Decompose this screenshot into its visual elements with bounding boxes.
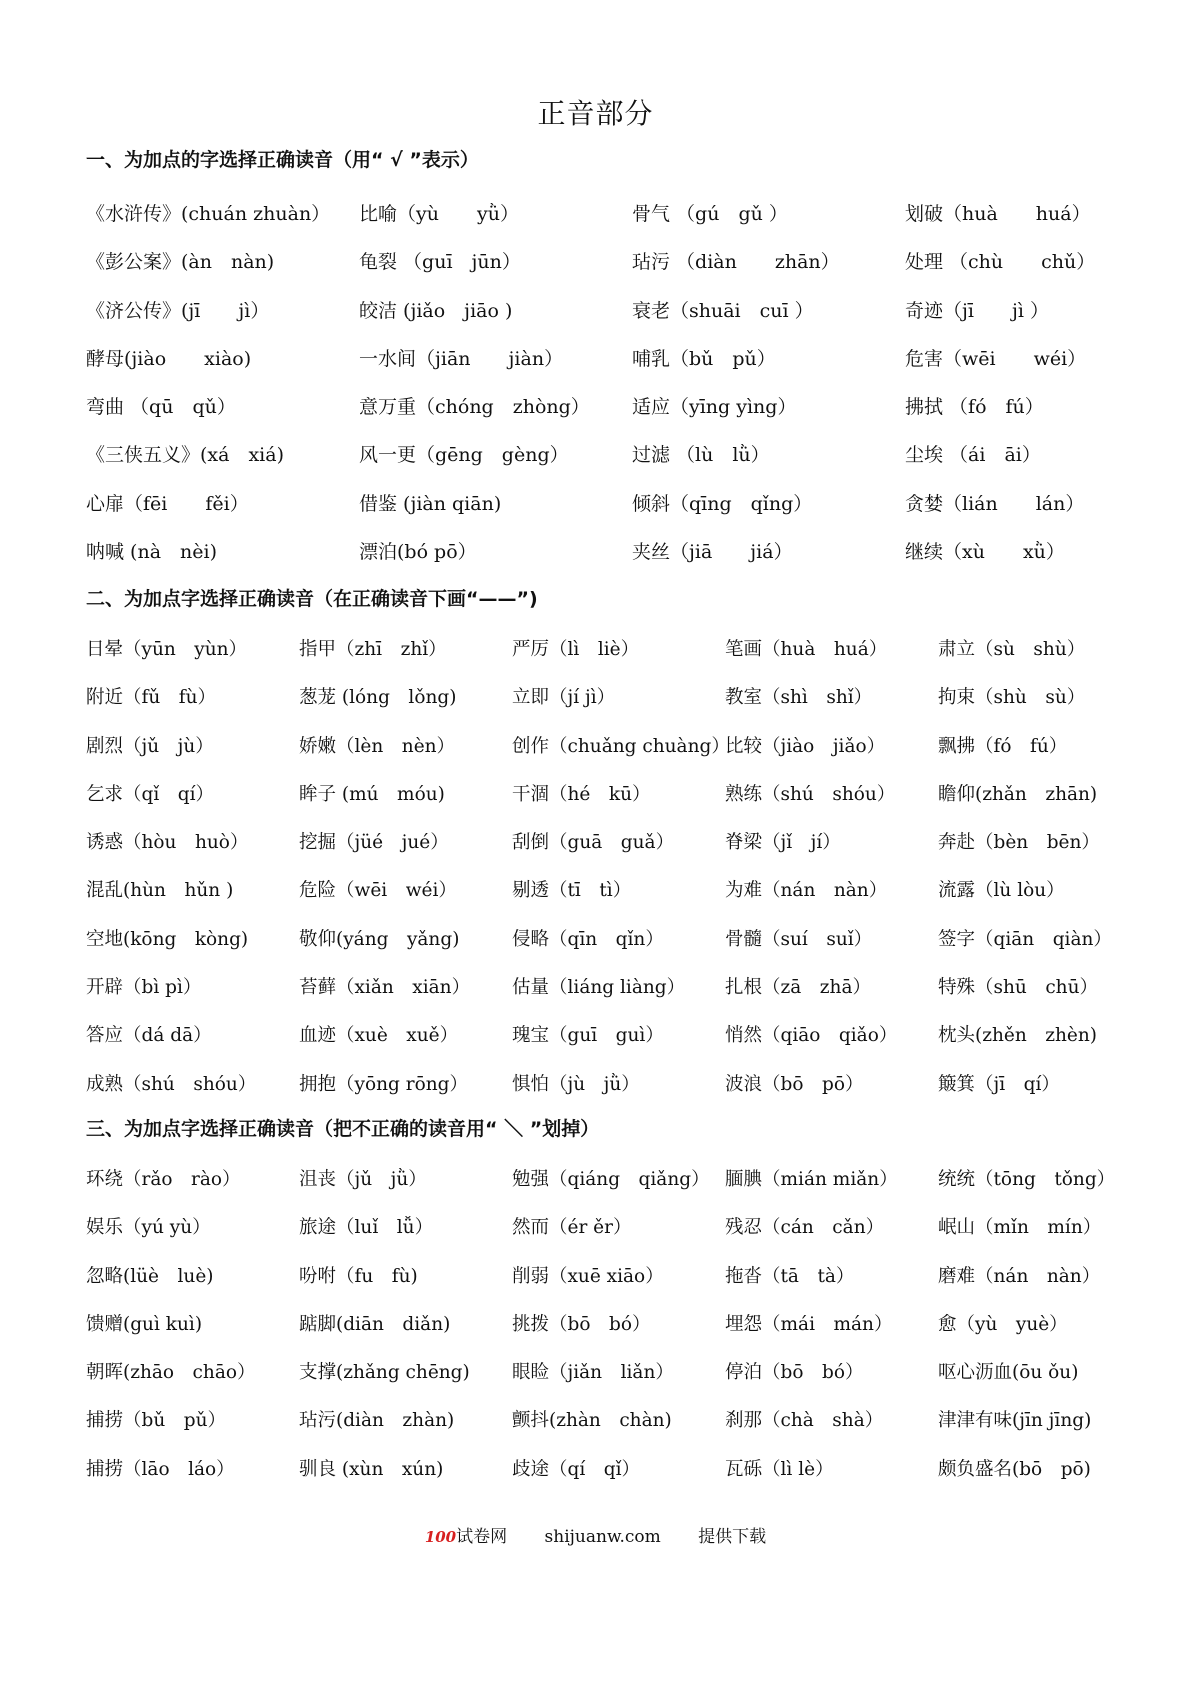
footer [0, 1522, 1191, 1547]
pinyin-item: 停泊（bō bó） [725, 1362, 864, 1384]
pinyin-item: 处理 （chù chǔ） [905, 251, 1096, 274]
pinyin-item: 比较（jiào jiǎo） [725, 735, 886, 757]
pinyin-item: 环绕（rǎo rào） [86, 1169, 241, 1190]
pinyin-item: 埋怨（mái mán） [725, 1313, 893, 1335]
pinyin-item: 危害（wēi wéi） [905, 347, 1087, 370]
pinyin-item: 比喻（yù yǜ） [359, 203, 519, 225]
pinyin-item: 奇迹（jī jì ） [905, 299, 1049, 322]
pinyin-item: 危险（wēi wéi） [299, 880, 457, 902]
pinyin-item: 馈赠(guì kuì) [86, 1313, 203, 1335]
section-2-heading: 二、为加点字选择正确读音（在正确读音下画“——”) [86, 588, 538, 610]
pinyin-item: 龟裂 （guī jūn） [359, 251, 521, 274]
pinyin-item: 磨难（nán nàn） [938, 1265, 1101, 1287]
site-url[interactable]: shijuanw.com [544, 1527, 661, 1547]
pinyin-item: 空地(kōng kòng) [86, 928, 249, 950]
pinyin-item: 枕头(zhěn zhèn) [938, 1025, 1097, 1047]
pinyin-item: 剧烈（jǔ jù） [86, 735, 214, 757]
pinyin-item: 《彭公案》(àn nàn) [86, 251, 275, 274]
pinyin-item: 奔赴（bèn bēn） [938, 832, 1100, 854]
pinyin-item: 岷山（mǐn mín） [938, 1217, 1102, 1239]
pinyin-item: 悄然（qiāo qiǎo） [725, 1025, 898, 1047]
section-3-heading: 三、为加点字选择正确读音（把不正确的读音用“ ＼ ”划掉） [86, 1118, 600, 1140]
pinyin-item: 为难（nán nàn） [725, 880, 888, 902]
pinyin-item: 夹丝（jiā jiá） [632, 541, 793, 564]
pinyin-item: 一水间（jiān jiàn） [359, 347, 564, 370]
pinyin-item: 拥抱（yōng rōng） [299, 1073, 468, 1095]
pinyin-item: 笔画（huà huá） [725, 639, 888, 660]
pinyin-item: 拂拭 （fó fú） [905, 396, 1044, 419]
section-2-grid [86, 626, 1151, 1109]
pinyin-item: 混乱(hùn hǔn ) [86, 880, 234, 902]
pinyin-item: 腼腆（mián miǎn） [725, 1169, 898, 1190]
pinyin-item: 旅途（luǐ lǚ） [299, 1217, 434, 1239]
pinyin-item: 尘埃 （ái āi） [905, 444, 1041, 467]
page-title: 正音部分 [537, 97, 654, 130]
pinyin-item: 玷污(diàn zhàn) [299, 1410, 455, 1432]
pinyin-item: 哺乳（bǔ pǔ） [632, 347, 776, 370]
pinyin-item: 削弱（xuē xiāo） [512, 1265, 664, 1287]
pinyin-item: 刮倒（guā guǎ） [512, 832, 675, 854]
pinyin-item: 津津有味(jīn jīng) [938, 1410, 1092, 1432]
pinyin-item: 沮丧（jǔ jǜ） [299, 1169, 427, 1190]
pinyin-item: 驯良 (xùn xún) [299, 1458, 444, 1480]
pinyin-item: 诱惑（hòu huò） [86, 832, 249, 854]
pinyin-item: 划破（huà huá） [905, 203, 1091, 225]
pinyin-item: 瓦砾（lì lè） [725, 1458, 834, 1480]
pinyin-item: 乞求（qǐ qí） [86, 783, 215, 805]
pinyin-item: 严厉（lì liè） [512, 639, 640, 660]
pinyin-item: 敬仰(yáng yǎng) [299, 928, 460, 950]
pinyin-item: 呐喊 (nà nèi) [86, 541, 217, 564]
pinyin-item: 玷污 （diàn zhān） [632, 251, 840, 274]
pinyin-item: 《水浒传》(chuán zhuàn） [86, 203, 331, 225]
site-name: 试卷网 [456, 1527, 508, 1547]
pinyin-item: 骨气 （gú gǔ ） [632, 203, 788, 225]
pinyin-item: 颤抖(zhàn chàn) [512, 1410, 672, 1432]
pinyin-item: 葱茏 (lóng lǒng) [299, 687, 457, 709]
pinyin-item: 捕捞（bǔ pǔ） [86, 1410, 227, 1432]
pinyin-item: 特殊（shū chū） [938, 977, 1099, 999]
pinyin-item: 惧怕（jù jǜ） [512, 1073, 640, 1095]
pinyin-item: 签字（qiān qiàn） [938, 928, 1112, 950]
pinyin-item: 酵母(jiào xiào) [86, 347, 252, 370]
pinyin-item: 创作（chuǎng chuàng） [512, 735, 730, 757]
pinyin-item: 勉强（qiáng qiǎng） [512, 1169, 710, 1190]
pinyin-item: 血迹（xuè xuě） [299, 1025, 459, 1047]
pinyin-item: 指甲（zhī zhǐ） [299, 639, 447, 660]
pinyin-item: 拘束（shù sù） [938, 687, 1086, 709]
pinyin-item: 适应（yīng yìng） [632, 396, 797, 419]
pinyin-item: 干涸（hé kū） [512, 783, 651, 805]
pinyin-item: 流露（lù lòu） [938, 880, 1065, 902]
pinyin-item: 吩咐（fu fù) [299, 1265, 418, 1287]
pinyin-item: 眸子 (mú móu) [299, 783, 445, 805]
pinyin-item: 《三侠五义》(xá xiá) [86, 444, 284, 467]
site-logo: 100 [424, 1528, 457, 1546]
pinyin-item: 扎根（zā zhā） [725, 977, 871, 999]
pinyin-item: 风一更（gēng gèng） [359, 444, 569, 467]
pinyin-item: 呕心沥血(ōu ǒu) [938, 1362, 1079, 1384]
pinyin-item: 倾斜（qīng qǐng） [632, 492, 813, 515]
pinyin-item: 过滤 （lù lǜ） [632, 444, 770, 467]
pinyin-item: 漂泊(bó pō） [359, 541, 477, 564]
pinyin-item: 苔藓（xiǎn xiān） [299, 977, 471, 999]
pinyin-item: 捕捞（lāo láo） [86, 1458, 235, 1480]
pinyin-item: 骨髓（suí suǐ） [725, 928, 873, 950]
pinyin-item: 忽略(lüè luè) [86, 1265, 214, 1287]
pinyin-item: 眼睑（jiǎn liǎn） [512, 1362, 674, 1384]
pinyin-item: 贪婪（lián lán） [905, 492, 1085, 515]
pinyin-item: 瞻仰(zhǎn zhān) [938, 783, 1098, 805]
pinyin-item: 挑拨（bō bó） [512, 1313, 651, 1335]
pinyin-item: 继续（xù xǜ） [905, 541, 1065, 564]
pinyin-item: 答应（dá dā） [86, 1025, 212, 1047]
pinyin-item: 教室（shì shǐ） [725, 687, 873, 709]
pinyin-item: 挖掘（jüé jué） [299, 832, 449, 854]
pinyin-item: 日晕（yūn yùn） [86, 639, 248, 660]
pinyin-item: 簸箕（jī qí） [938, 1073, 1060, 1095]
pinyin-item: 踮脚(diān diǎn) [299, 1313, 451, 1335]
pinyin-item: 附近（fǔ fù） [86, 687, 217, 709]
pinyin-item: 心扉（fēi fěi） [86, 492, 249, 515]
pinyin-item: 娱乐（yú yù） [86, 1217, 211, 1239]
pinyin-item: 侵略（qīn qǐn） [512, 928, 664, 950]
section-1-grid [86, 190, 1178, 576]
section-1-heading: 一、为加点的字选择正确读音（用“ √ ”表示） [86, 149, 479, 171]
pinyin-item: 娇嫩（lèn nèn） [299, 735, 456, 757]
pinyin-item: 立即（jí jì） [512, 687, 616, 709]
pinyin-item: 估量（liáng liàng） [512, 977, 686, 999]
pinyin-item: 成熟（shú shóu） [86, 1073, 257, 1095]
pinyin-item: 剔透（tī tì） [512, 880, 632, 902]
pinyin-item: 衰老（shuāi cuī ） [632, 299, 814, 322]
pinyin-item: 残忍（cán cǎn） [725, 1217, 885, 1239]
pinyin-item: 拖沓（tā tà） [725, 1265, 855, 1287]
footer-note: 提供下载 [698, 1527, 767, 1547]
pinyin-item: 弯曲 （qū qǔ） [86, 396, 236, 419]
pinyin-item: 然而（ér ěr） [512, 1217, 632, 1239]
pinyin-item: 借鉴 (jiàn qiān) [359, 492, 502, 515]
pinyin-item: 统统（tōng tǒng） [938, 1169, 1116, 1190]
pinyin-item: 刹那（chà shà） [725, 1410, 884, 1432]
pinyin-item: 愈（yù yuè） [938, 1313, 1068, 1335]
pinyin-item: 熟练（shú shóu） [725, 783, 896, 805]
pinyin-item: 波浪（bō pō） [725, 1073, 864, 1095]
pinyin-item: 脊梁（jǐ jí） [725, 832, 841, 854]
pinyin-item: 飘拂（fó fú） [938, 735, 1068, 757]
pinyin-item: 开辟（bì pì） [86, 977, 202, 999]
pinyin-item: 颇负盛名(bō pō) [938, 1458, 1091, 1480]
pinyin-item: 肃立（sù shù） [938, 639, 1086, 660]
pinyin-item: 意万重（chóng zhòng） [359, 396, 590, 419]
pinyin-item: 瑰宝（guī guì） [512, 1025, 664, 1047]
section-3-grid [86, 1156, 1151, 1494]
pinyin-item: 朝晖(zhāo chāo） [86, 1362, 256, 1384]
pinyin-item: 皎洁 (jiǎo jiāo ) [359, 299, 513, 322]
pinyin-item: 支撑(zhǎng chēng) [299, 1362, 470, 1384]
pinyin-item: 歧途（qí qǐ） [512, 1458, 641, 1480]
pinyin-item: 《济公传》(jī jì） [86, 299, 270, 322]
